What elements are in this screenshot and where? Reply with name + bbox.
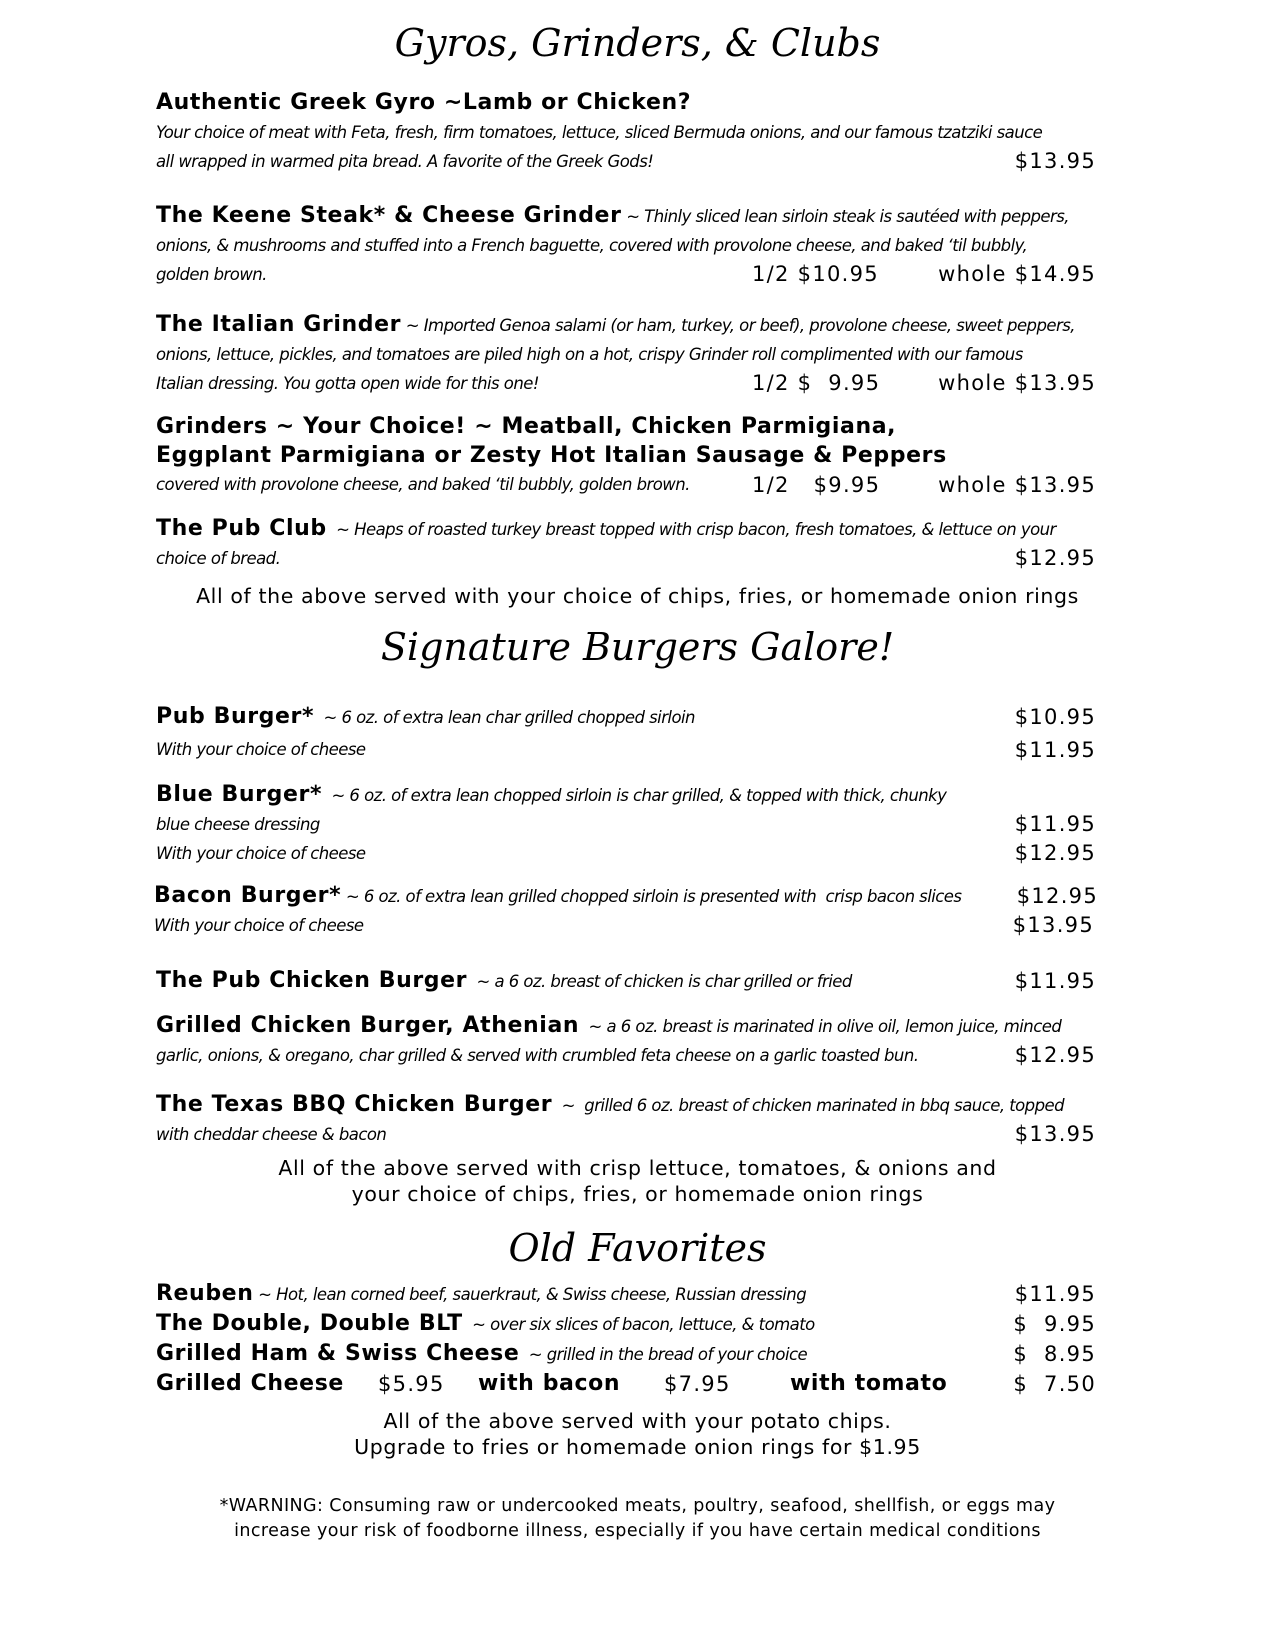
item-price: $13.95 — [1014, 1122, 1096, 1146]
item-name: The Pub Club — [156, 516, 327, 541]
item-price: $10.95 — [1014, 705, 1096, 729]
item-description: ~ 6 oz. of extra lean grilled chopped sirloin is presented with crisp bacon slices — [341, 887, 962, 906]
item-price: $13.95 — [1014, 149, 1096, 173]
item-description: garlic, onions, & oregano, char grilled & served with crumbled feta cheese on a garlic toasted bun. — [156, 1046, 919, 1065]
item-name: The Texas BBQ Chicken Burger — [156, 1092, 553, 1117]
item-name: Reuben — [156, 1281, 254, 1306]
menu-item-texas-bbq-burger — [156, 1090, 1096, 1149]
bacon-price: $7.95 — [664, 1372, 731, 1396]
menu-item-pub-chicken-burger — [156, 966, 1096, 996]
menu-item-pub-burger — [156, 702, 1096, 765]
item-price: $12.95 — [1014, 546, 1096, 570]
item-description: ~ 6 oz. of extra lean char grilled chopped sirloin — [314, 708, 695, 727]
cheese-price: $12.95 — [1014, 841, 1096, 865]
item-price: $12.95 — [1014, 1043, 1096, 1067]
item-description: blue cheese dressing — [156, 815, 320, 834]
item-name: Authentic Greek Gyro ~Lamb or Chicken? — [156, 90, 692, 115]
item-description: ~ grilled in the bread of your choice — [519, 1345, 808, 1364]
menu-item-pub-club — [156, 514, 1096, 573]
menu-item-blt — [156, 1309, 1096, 1339]
item-description: Your choice of meat with Feta, fresh, firm tomatoes, lettuce, sliced Bermuda onions, and our famous tzatziki sauce — [156, 123, 1043, 142]
section-title-gyros: Gyros, Grinders, & Clubs — [394, 21, 881, 65]
health-warning: increase your risk of foodborne illness, especially if you have certain medical conditions — [234, 1521, 1041, 1541]
section-note: All of the above served with crisp lettuce, tomatoes, & onions and — [278, 1156, 997, 1180]
cheese-option: With your choice of cheese — [156, 740, 366, 759]
whole-price: whole $13.95 — [938, 473, 1096, 497]
item-name: Bacon Burger* — [154, 883, 342, 908]
item-name: Pub Burger* — [156, 704, 315, 729]
section-note: Upgrade to fries or homemade onion rings for $1.95 — [354, 1435, 921, 1459]
item-name: The Italian Grinder — [156, 312, 402, 337]
menu-item-keene-steak-grinder — [156, 201, 1096, 289]
item-description: ~ a 6 oz. breast is marinated in olive oil, lemon juice, minced — [579, 1017, 1062, 1036]
item-price: $12.95 — [1016, 884, 1098, 908]
whole-price: whole $13.95 — [938, 371, 1096, 395]
item-name: Grilled Chicken Burger, Athenian — [156, 1013, 580, 1038]
cheese-option: With your choice of cheese — [154, 916, 364, 935]
item-name: The Keene Steak* & Cheese Grinder — [156, 203, 622, 228]
section-title-burgers: Signature Burgers Galore! — [380, 625, 895, 669]
tomato-price: $ 7.50 — [1013, 1372, 1096, 1396]
menu-item-greek-gyro — [156, 88, 1096, 176]
section-title-favorites: Old Favorites — [508, 1226, 767, 1270]
item-price: $5.95 — [378, 1372, 445, 1396]
item-description: all wrapped in warmed pita bread. A favorite of the Greek Gods! — [156, 152, 654, 171]
menu-item-grilled-cheese — [156, 1369, 1096, 1399]
item-description: ~ Imported Genoa salami (or ham, turkey, or beef), provolone cheese, sweet peppers, — [401, 316, 1075, 335]
item-description: with cheddar cheese & bacon — [156, 1125, 387, 1144]
item-description: ~ over six slices of bacon, lettuce, & tomato — [462, 1315, 815, 1334]
menu-item-athenian-burger — [156, 1011, 1096, 1070]
item-name: Blue Burger* — [156, 782, 323, 807]
item-description: Italian dressing. You gotta open wide for this one! — [156, 374, 539, 393]
item-price: $ 9.95 — [1013, 1312, 1096, 1336]
item-description: onions, & mushrooms and stuffed into a French baguette, covered with provolone cheese, and baked ‘til bubbly, — [156, 236, 1028, 255]
health-warning: *WARNING: Consuming raw or undercooked meats, poultry, seafood, shellfish, or eggs may — [219, 1496, 1056, 1516]
whole-price: whole $14.95 — [938, 262, 1096, 286]
cheese-option: With your choice of cheese — [156, 844, 366, 863]
half-price: 1/2 $ 9.95 — [752, 371, 881, 395]
half-price: 1/2 $10.95 — [752, 262, 879, 286]
cheese-price: $11.95 — [1014, 738, 1096, 762]
item-description: onions, lettuce, pickles, and tomatoes are piled high on a hot, crispy Grinder roll complimented with our famous — [156, 345, 1023, 364]
menu-item-italian-grinder — [156, 310, 1096, 398]
menu-item-bacon-burger — [154, 881, 1098, 940]
item-description: ~ Thinly sliced lean sirloin steak is sautéed with peppers, — [621, 207, 1069, 226]
item-price: $ 8.95 — [1013, 1342, 1096, 1366]
item-description: covered with provolone cheese, and baked ‘til bubbly, golden brown. — [156, 475, 690, 494]
item-name: Eggplant Parmigiana or Zesty Hot Italian Sausage & Peppers — [156, 443, 947, 468]
item-price: $11.95 — [1014, 812, 1096, 836]
section-note: All of the above served with your choice of chips, fries, or homemade onion rings — [196, 584, 1079, 608]
item-name: Grinders ~ Your Choice! ~ Meatball, Chicken Parmigiana, — [156, 414, 897, 439]
menu-item-blue-burger — [156, 780, 1096, 868]
half-price: 1/2 $9.95 — [752, 473, 881, 497]
section-note: All of the above served with your potato chips. — [383, 1409, 892, 1433]
section-note: your choice of chips, fries, or homemade onion rings — [351, 1182, 924, 1206]
item-description: ~ grilled 6 oz. breast of chicken marinated in bbq sauce, topped — [552, 1096, 1065, 1115]
item-description: golden brown. — [156, 265, 267, 284]
tomato-option: with tomato — [790, 1371, 948, 1396]
cheese-price: $13.95 — [1012, 913, 1094, 937]
item-description: ~ Hot, lean corned beef, sauerkraut, & Swiss cheese, Russian dressing — [253, 1285, 807, 1304]
item-name: The Double, Double BLT — [156, 1311, 463, 1336]
item-name: The Pub Chicken Burger — [156, 968, 468, 993]
item-description: choice of bread. — [156, 549, 281, 568]
menu-item-choice-grinders — [156, 412, 1096, 500]
item-price: $11.95 — [1014, 1282, 1096, 1306]
item-price: $11.95 — [1014, 969, 1096, 993]
item-description: ~ Heaps of roasted turkey breast topped with crisp bacon, fresh tomatoes, & lettuce on your — [326, 520, 1056, 539]
item-description: ~ a 6 oz. breast of chicken is char grilled or fried — [467, 972, 852, 991]
item-name: Grilled Ham & Swiss Cheese — [156, 1341, 520, 1366]
item-description: ~ 6 oz. of extra lean chopped sirloin is char grilled, & topped with thick, chunky — [322, 786, 947, 805]
bacon-option: with bacon — [478, 1371, 621, 1396]
menu-item-reuben — [156, 1279, 1096, 1309]
item-name: Grilled Cheese — [156, 1371, 344, 1396]
menu-item-ham-swiss — [156, 1339, 1096, 1369]
